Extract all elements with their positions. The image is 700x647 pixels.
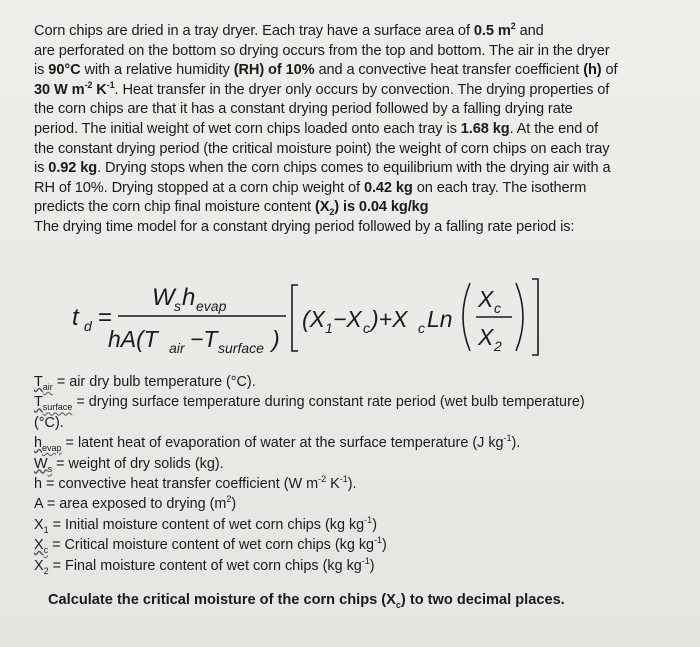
svg-text:): ) [272,326,280,352]
drying-time-formula [50,275,610,365]
svg-text:h: h [182,284,196,311]
problem-line-1: Corn chips are dried in a tray dryer. Each tray have a surface area of 0.5 $m^2$ and [34,21,544,39]
problem-line-6: period. The initial weight of wet corn chips loaded onto each tray is 1.68 kg. At the end of [34,120,599,137]
svg-text:c: c [494,300,501,316]
problem-line-10: predicts the corn chip final moisture content $(X_2)$ is 0.04 kg/kg [34,199,429,218]
formula-lhs: t [72,304,79,331]
definition-row: (°C). [34,414,64,431]
definition-row: $X_c$ = Critical moisture content of wet corn chips (kg $kg^{-1}$) [34,535,387,556]
definition-row: $h_{evap}$ = latent heat of evaporation of water at the surface temperature (J $kg^{-1}$). [34,433,521,454]
problem-line-2: are perforated on the bottom so drying occurs from the top and bottom. The air in the dryer [34,42,610,59]
problem-paragraph [34,22,686,238]
svg-text:evap: evap [196,298,227,314]
svg-text:air: air [169,340,185,356]
definition-row: $W_s$ = weight of dry solids (kg). [34,455,224,474]
problem-line-11: The drying time model for a constant drying period followed by a falling rate period is: [34,218,575,235]
svg-text:2: 2 [494,338,502,354]
formula-inner-numerator: X [478,286,494,312]
formula-denominator: hA(T [108,326,158,352]
problem-line-9: RH of 10%. Drying stopped at a corn chip weight of 0.42 kg on each tray. The isotherm [34,179,587,196]
svg-text:surface: surface [218,340,264,356]
definition-row: $X_1$ = Initial moisture content of wet corn chips (kg $kg^{-1}$) [34,515,377,535]
problem-line-4: 30 W $m^{-2}$ $K^{-1}$. Heat transfer in the dryer only occurs by convection. The drying properties of [34,79,610,98]
definition-row: $T_{air}$ = air dry bulb temperature (°C). [34,374,256,392]
question-text: Calculate the critical moisture of the corn chips $(X_c)$ to two decimal places. [48,592,565,610]
definition-row: A = area exposed to drying $(m^2)$ [34,494,237,513]
problem-line-8: is 0.92 kg. Drying stops when the corn chips comes to equilibrium with the drying air with a [34,160,611,177]
svg-text:−T: −T [190,326,218,352]
definition-row: $T_{surface}$ = drying surface temperature during constant rate period (wet bulb temperature) [34,394,585,413]
svg-text:c: c [363,320,370,336]
formula-bracket-body: (X [302,306,325,332]
svg-text:)+X: )+X [371,306,408,332]
svg-text:d: d [84,318,92,334]
problem-line-7: the constant drying period (the critical moisture point) the weight of corn chips on each tray [34,140,610,157]
definition-row: $X_2$ = Final moisture content of wet corn chips (kg $kg^{-1}$) [34,555,375,576]
svg-text:s: s [174,298,181,314]
formula-numerator: W [152,284,175,311]
definition-row: h = convective heat transfer coefficient (W $m^{-2}$ $K^{-1}$). [34,474,357,493]
formula-inner-denominator: X [478,324,494,350]
problem-line-5: the corn chips are that it has a constant drying period followed by a falling drying rate [34,101,573,118]
svg-text:−X: −X [333,306,362,332]
svg-text:1: 1 [325,320,333,336]
definitions-list [34,372,684,576]
problem-line-3: is 90°C with a relative humidity (RH) of 10% and a convective heat transfer coefficient (h) of [34,62,618,79]
svg-text:c: c [418,320,425,336]
svg-text:Ln: Ln [427,306,453,332]
svg-text:=: = [98,304,113,331]
